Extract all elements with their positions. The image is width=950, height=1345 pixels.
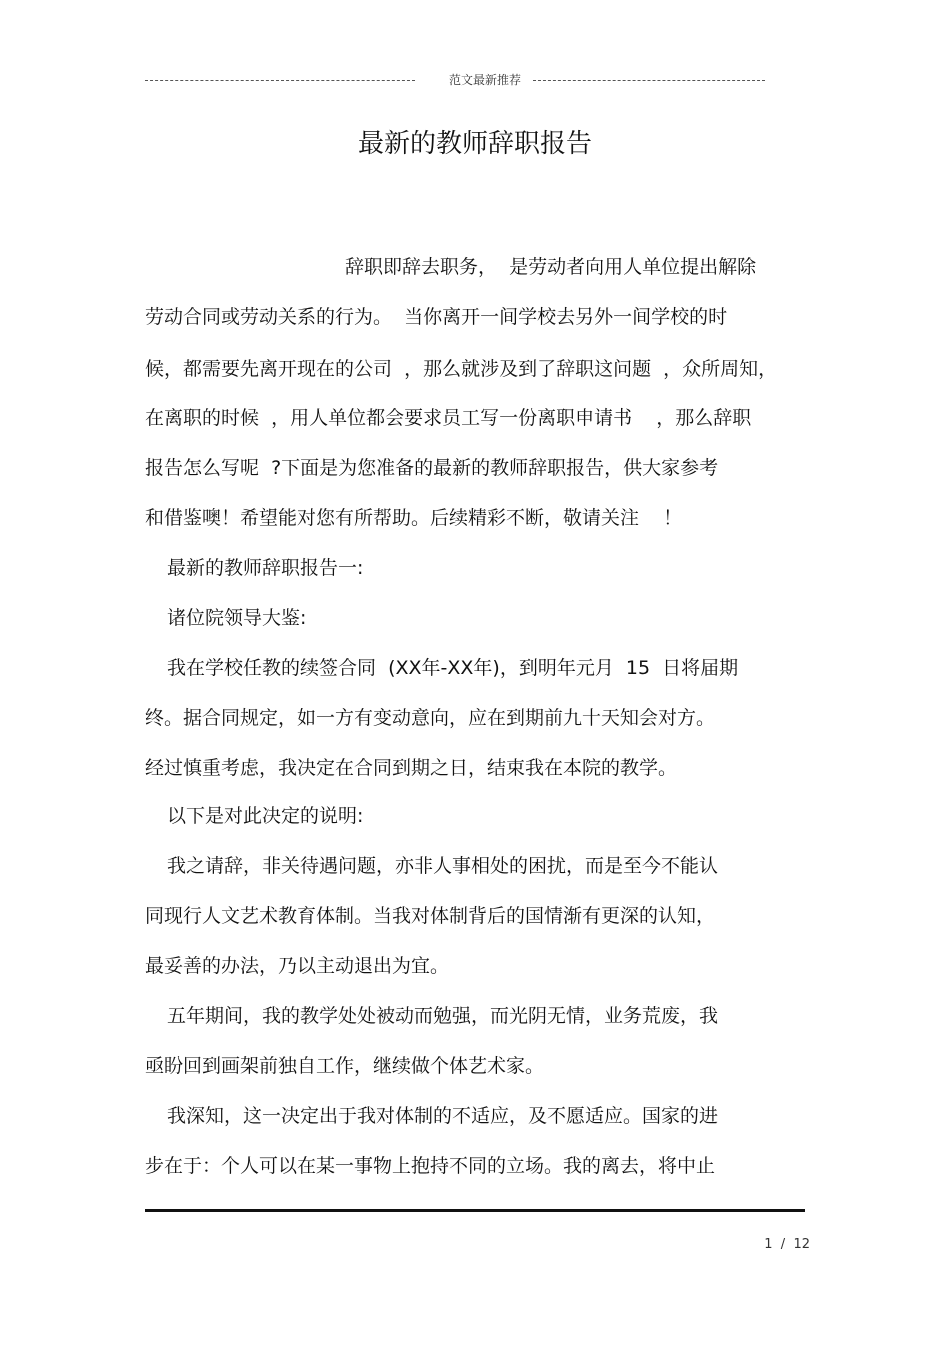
- body-line-6: 和借鉴噢！希望能对您有所帮助。后续精彩不断，敬请关注 ！: [145, 507, 683, 529]
- body-line-14: 同现行人文艺术教育体制。当我对体制背后的国情渐有更深的认知，: [145, 905, 716, 927]
- body-line-15: 最妥善的办法，乃以主动退出为宜。: [145, 955, 450, 977]
- salutation: 诸位院领导大鉴:: [167, 607, 307, 629]
- body-line-2: 劳动合同或劳动关系的行为。 当你离开一间学校去另外一间学校的时: [145, 306, 728, 328]
- page-number: 1 / 12: [764, 1237, 810, 1252]
- header-dashed-line-right: [533, 80, 765, 81]
- section-heading-1: 最新的教师辞职报告一:: [167, 557, 364, 579]
- body-line-16: 五年期间，我的教学处处被动而勉强，而光阴无情，业务荒废，我: [167, 1005, 719, 1027]
- body-line-18: 我深知，这一决定出于我对体制的不适应，及不愿适应。国家的进: [167, 1105, 719, 1127]
- body-line-17: 亟盼回到画架前独自工作，继续做个体艺术家。: [145, 1055, 545, 1077]
- body-line-9: 我在学校任教的续签合同 (XX年-XX年)，到明年元月 15 日将届期: [167, 657, 739, 679]
- footer-rule: [145, 1209, 805, 1212]
- body-line-19: 步在于：个人可以在某一事物上抱持不同的立场。我的离去，将中止: [145, 1155, 716, 1177]
- body-line-11: 经过慎重考虑，我决定在合同到期之日，结束我在本院的教学。: [145, 757, 678, 779]
- body-line-10: 终。据合同规定，如一方有变动意向，应在到期前九十天知会对方。: [145, 707, 716, 729]
- body-line-4: 在离职的时候 ，用人单位都会要求员工写一份离职申请书 ，那么辞职: [145, 407, 752, 429]
- body-line-1: 辞职即辞去职务， 是劳动者向用人单位提出解除: [345, 256, 757, 278]
- body-line-3: 候，都需要先离开现在的公司 ，那么就涉及到了辞职这问题 ，众所周知，: [145, 358, 778, 380]
- body-line-12: 以下是对此决定的说明:: [167, 805, 364, 827]
- body-line-5: 报告怎么写呢 ?下面是为您准备的最新的教师辞职报告，供大家参考: [145, 457, 719, 479]
- document-title: 最新的教师辞职报告: [357, 129, 592, 159]
- body-line-13: 我之请辞，非关待遇问题，亦非人事相处的困扰，而是至今不能认: [167, 855, 719, 877]
- header-text: 范文最新推荐: [448, 73, 521, 87]
- header-dashed-line-left: [145, 80, 415, 81]
